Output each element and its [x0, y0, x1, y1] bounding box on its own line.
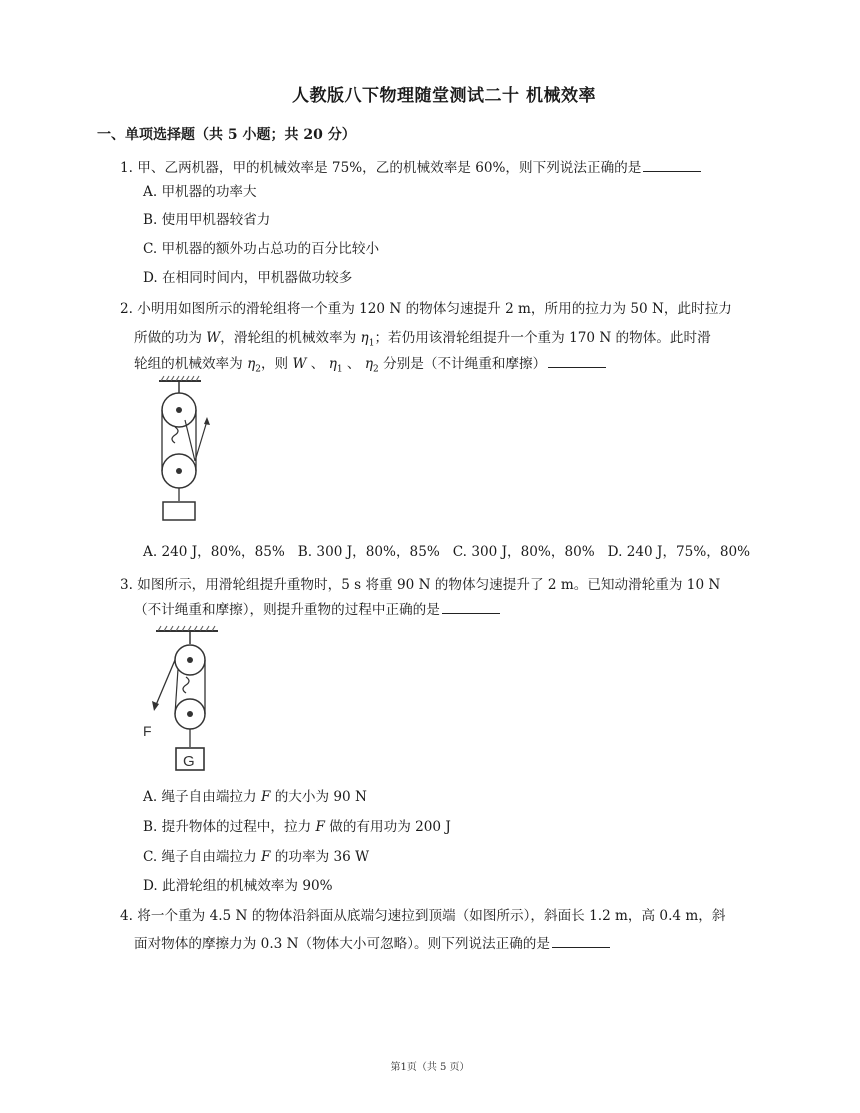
q2-pulley-figure	[155, 375, 215, 525]
q2-stem-line2: 所做的功为 W，滑轮组的机械效率为 $\eta_1$；若仍用该滑轮组提升一个重为 170 N 的物体。此时滑	[134, 330, 711, 349]
q1-option-a: A. 甲机器的功率大	[143, 184, 257, 200]
q3-option-b: B. 提升物体的过程中，拉力 F 做的有用功为 200 J	[143, 819, 451, 835]
q1-option-b: B. 使用甲机器较省力	[143, 212, 271, 228]
q2-option-b: B. 300 J，80%，85%	[297, 544, 440, 560]
q2-options	[143, 540, 763, 560]
q3-option-c: C. 绳子自由端拉力 F 的功率为 36 W	[143, 849, 370, 865]
q4-stem-line1: 4. 将一个重为 4.5 N 的物体沿斜面从底端匀速拉到顶端（如图所示），斜面长 1.2 m，高 0.4 m，斜	[120, 908, 726, 924]
q3-pulley-figure	[140, 625, 240, 775]
q2-stem-line1: 2. 小明用如图所示的滑轮组将一个重为 120 N 的物体匀速提升 2 m，所用的拉力为 50 N，此时拉力	[120, 301, 732, 317]
q1-option-d: D. 在相同时间内，甲机器做功较多	[143, 270, 353, 286]
q4-stem-line2: 面对物体的摩擦力为 0.3 N（物体大小可忽略）。则下列说法正确的是	[134, 932, 610, 952]
section-heading: 一、单项选择题（共 5 小题；共 20 分）	[97, 127, 356, 143]
q3-stem-line1: 3. 如图所示，用滑轮组提升重物时，5 s 将重 90 N 的物体匀速提升了 2 m。已知动滑轮重为 10 N	[120, 577, 721, 593]
fig-label-f: F	[143, 723, 152, 739]
q2-option-a: A. 240 J，80%，85%	[143, 544, 285, 560]
page-footer: 第1页（共 5 页）	[390, 1062, 470, 1073]
q1-stem: 1. 甲、乙两机器，甲的机械效率是 75%，乙的机械效率是 60%，则下列说法正确的是	[120, 156, 701, 176]
fig-label-g: G	[183, 753, 195, 770]
q1-option-c: C. 甲机器的额外功占总功的百分比较小	[143, 241, 380, 257]
answer-blank	[442, 603, 500, 614]
answer-blank	[552, 937, 610, 948]
page-title: 人教版八下物理随堂测试二十 机械效率	[292, 86, 596, 106]
q2-option-c: C. 300 J，80%，80%	[452, 544, 595, 560]
q2-stem-line3: 轮组的机械效率为 $\eta_2$，则 W 、 $\eta_1$ 、 $\eta_2$ 分别是（不计绳重和摩擦）	[134, 352, 606, 375]
q3-stem-line2: （不计绳重和摩擦），则提升重物的过程中正确的是	[134, 598, 500, 618]
q3-option-a: A. 绳子自由端拉力 F 的大小为 90 N	[143, 789, 367, 805]
answer-blank	[643, 161, 701, 172]
q2-option-d: D. 240 J，75%，80%	[607, 544, 751, 560]
q3-option-d: D. 此滑轮组的机械效率为 90%	[143, 878, 333, 894]
answer-blank	[548, 357, 606, 368]
